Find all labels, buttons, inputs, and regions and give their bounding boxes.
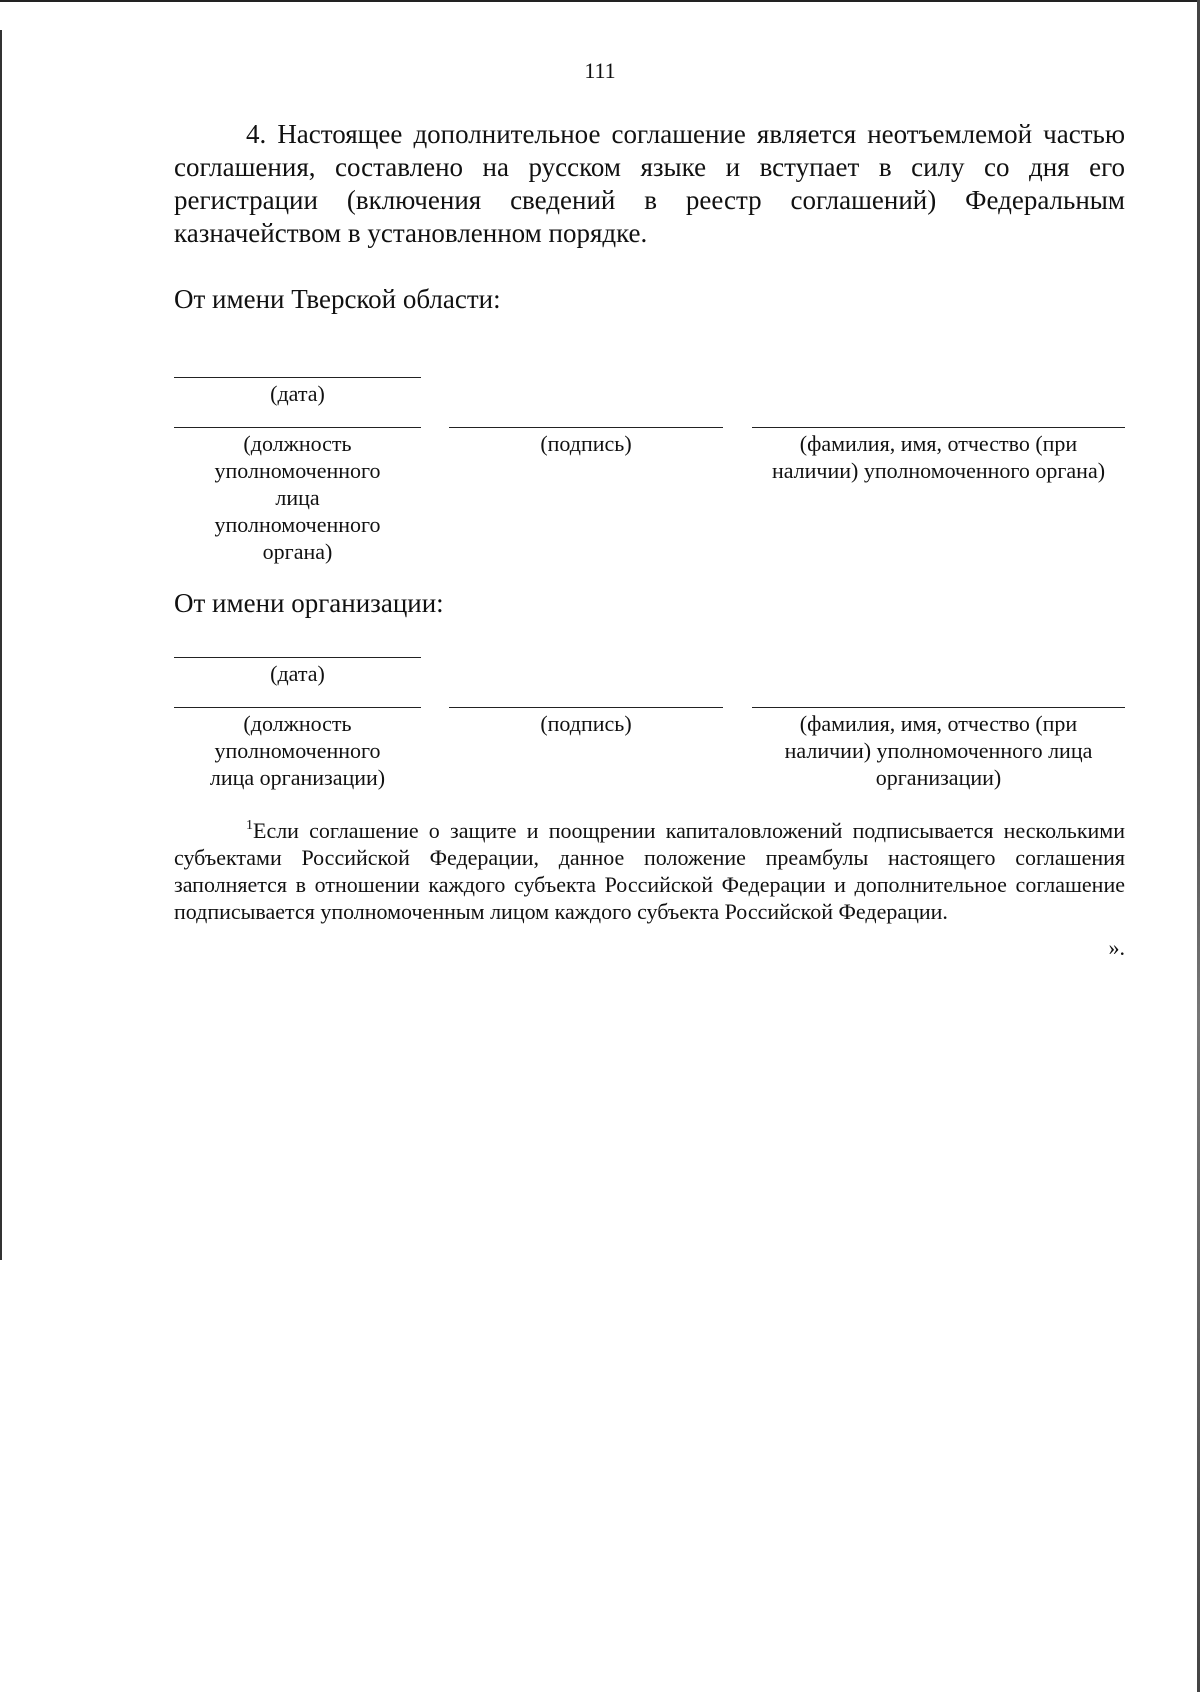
org-position-line xyxy=(174,707,421,708)
scan-edge-left xyxy=(0,30,2,1260)
party-org-heading: От имени организации: xyxy=(174,588,444,618)
region-name-line xyxy=(752,427,1125,428)
region-date-caption: (дата) xyxy=(270,381,325,406)
closing-quote-mark: ». xyxy=(1108,935,1125,960)
region-signature-line xyxy=(449,427,723,428)
region-date-block xyxy=(174,377,421,407)
party-region-heading: От имени Тверской области: xyxy=(174,284,501,314)
footnote xyxy=(174,817,1125,925)
region-position-line xyxy=(174,427,421,428)
org-position-column xyxy=(174,707,421,791)
org-signature-row xyxy=(174,707,1125,791)
region-name-caption: (фамилия, имя, отчество (при наличии) уполномоченного органа) xyxy=(771,431,1106,483)
region-position-caption: (должность уполномоченного лица уполномоченного органа) xyxy=(214,431,381,564)
org-date-block xyxy=(174,657,421,687)
org-signature-caption: (подпись) xyxy=(540,711,632,736)
org-signature-column xyxy=(449,707,723,791)
org-name-line xyxy=(752,707,1125,708)
org-signature-line xyxy=(449,707,723,708)
org-date-line xyxy=(174,657,421,658)
page-number: 111 xyxy=(584,58,616,83)
region-signature-caption: (подпись) xyxy=(540,431,632,456)
document-body xyxy=(174,118,1125,961)
footnote-text: Если соглашение о защите и поощрении капиталовложений подписывается несколькими субъектами Российской Федерации, данное положение преамбулы настоящего соглашения заполняется в отношении каждого субъекта Российской Федерации и дополнительное соглашение подписывается уполномоченным лицом каждого субъекта Российской Федерации. xyxy=(174,818,1125,924)
org-name-column xyxy=(752,707,1125,791)
region-date-line xyxy=(174,377,421,378)
clause-4-paragraph: 4. Настоящее дополнительное соглашение является неотъемлемой частью соглашения, составлено на русском языке и вступает в силу со дня его регистрации (включения сведений в реестр соглашений) Федеральным казначейством в установленном порядке. xyxy=(174,119,1125,248)
scan-edge-top xyxy=(0,0,1200,2)
org-position-caption: (должность уполномоченного лица организации) xyxy=(209,711,386,790)
region-signature-row xyxy=(174,427,1125,565)
org-date-caption: (дата) xyxy=(270,661,325,686)
region-signature-column xyxy=(449,427,723,565)
region-position-column xyxy=(174,427,421,565)
org-name-caption: (фамилия, имя, отчество (при наличии) уполномоченного лица организации) xyxy=(784,711,1093,790)
footnote-marker: 1 xyxy=(246,818,253,833)
region-name-column xyxy=(752,427,1125,565)
